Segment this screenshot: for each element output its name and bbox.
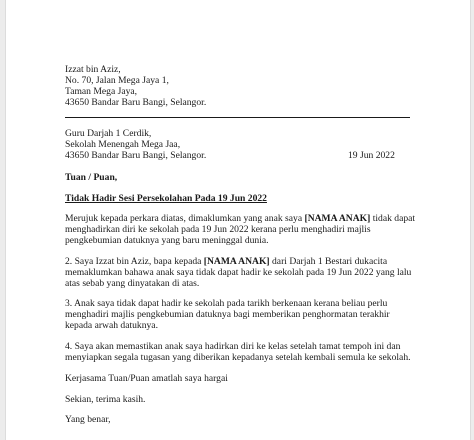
recipient-line: 43650 Bandar Baru Bangi, Selangor. bbox=[65, 150, 207, 161]
paragraph-line: menghadirkan diri ke sekolah pada 19 Jun 2022 kerana perlu menghadiri majlis bbox=[65, 224, 371, 235]
signoff: Yang benar, bbox=[65, 414, 111, 425]
closing-line: Kerjasama Tuan/Puan amatlah saya hargai bbox=[65, 373, 228, 384]
sender-address-line: 43650 Bandar Baru Bangi, Selangor. bbox=[65, 97, 207, 108]
page-right-edge bbox=[470, 0, 474, 440]
salutation: Tuan / Puan, bbox=[65, 172, 118, 183]
paragraph-text: 2. Saya Izzat bin Aziz, bapa kepada bbox=[65, 256, 204, 267]
paragraph-line: menyiapkan segala tugasan yang diberikan kepadanya setelah kembali semula ke sekolah. bbox=[65, 352, 411, 363]
recipient-line: Sekolah Menengah Mega Jaa, bbox=[65, 139, 181, 150]
page-left-edge bbox=[0, 0, 6, 440]
paragraph-line: 4. Saya akan memastikan anak saya hadirkan diri ke kelas setelah tamat tempoh ini dan bbox=[65, 341, 401, 352]
sender-name: Izzat bin Aziz, bbox=[65, 64, 121, 75]
child-name-placeholder: [NAMA ANAK] bbox=[304, 213, 371, 224]
paragraph-line bbox=[65, 213, 415, 224]
paragraph-text: dari Darjah 1 Bestari dukacita bbox=[269, 256, 388, 267]
child-name-placeholder: [NAMA ANAK] bbox=[203, 256, 270, 267]
paragraph-text: Merujuk kepada perkara diatas, dimaklumkan yang anak saya bbox=[65, 213, 305, 224]
header-divider bbox=[65, 117, 410, 118]
letter-date: 19 Jun 2022 bbox=[348, 150, 395, 161]
letter-subject: Tidak Hadir Sesi Persekolahan Pada 19 Jun 2022 bbox=[65, 193, 267, 204]
sender-address-line: No. 70, Jalan Mega Jaya 1, bbox=[65, 75, 169, 86]
paragraph-line bbox=[65, 256, 387, 267]
paragraph-line: menghadiri majlis pengkebumian datuknya bagi memberikan penghormatan terakhir bbox=[65, 309, 390, 320]
paragraph-line: memaklumkan bahawa anak saya tidak dapat hadir ke sekolah pada 19 Jun 2022 yang lalu bbox=[65, 267, 412, 278]
sender-address-line: Taman Mega Jaya, bbox=[65, 86, 138, 97]
recipient-line: Guru Darjah 1 Cerdik, bbox=[65, 128, 152, 139]
closing-line: Sekian, terima kasih. bbox=[65, 394, 146, 405]
paragraph-text: tidak dapat bbox=[370, 213, 416, 224]
paragraph-line: 3. Anak saya tidak dapat hadir ke sekolah pada tarikh berkenaan kerana beliau perlu bbox=[65, 298, 388, 309]
paragraph-line: pengkebumian datuknya yang baru meninggal dunia. bbox=[65, 235, 269, 246]
paragraph-line: kepada arwah datuknya. bbox=[65, 320, 158, 331]
paragraph-line: atas sebab yang dinyatakan di atas. bbox=[65, 278, 200, 289]
